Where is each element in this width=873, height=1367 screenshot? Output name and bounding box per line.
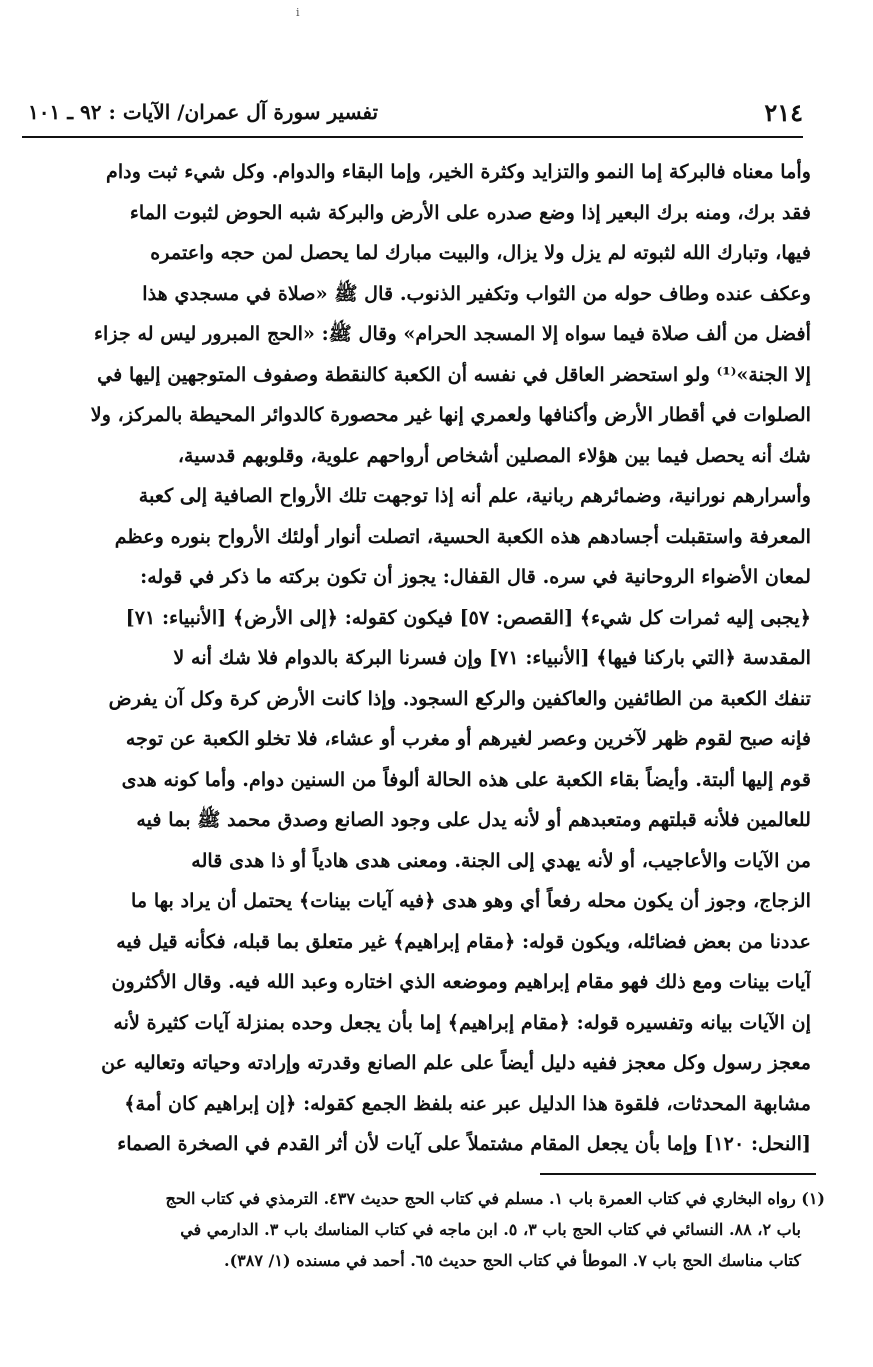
text-line: أفضل من ألف صلاة فيما سواه إلا المسجد الحرام» وقال ﷺ: «الحج المبرور ليس له جزاء bbox=[94, 322, 811, 345]
text-line: فقد برك، ومنه برك البعير إذا وضع صدره على الأرض والبركة شبه الحوض لثبوت الماء bbox=[129, 200, 811, 224]
text-line: قوم إليها ألبتة. وأيضاً بقاء الكعبة على هذه الحالة ألوفاً من السنين دوام. وأما كونه هدى bbox=[121, 767, 811, 791]
top-mark: ⅰ bbox=[296, 6, 300, 19]
text-line: وأسرارهم نورانية، وضمائرهم ربانية، علم أنه إذا توجهت تلك الأرواح الصافية إلى كعبة bbox=[138, 484, 811, 507]
text-line: من الآيات والأعاجيب، أو لأنه يهدي إلى الجنة. ومعنى هدى هادياً أو ذا هدى قاله bbox=[191, 848, 811, 872]
text-line: الصلوات في أقطار الأرض وأكنافها ولعمري إنها غير محصورة كالدوائر المحيطة بالمركز، ولا bbox=[90, 403, 811, 426]
text-line: مشابهة المحدثات، فلقوة هذا الدليل عبر عنه بلفظ الجمع كقوله: ﴿إن إبراهيم كان أمة﴾ bbox=[124, 1091, 811, 1115]
text-line: عددنا من بعض فضائله، ويكون قوله: ﴿مقام إبراهيم﴾ غير متعلق بما قبله، فكأنه قيل فيه bbox=[116, 929, 811, 953]
footnotes bbox=[50, 1183, 825, 1276]
footnote-separator bbox=[540, 1173, 816, 1175]
text-line: [النحل: ١٢٠] وإما بأن يجعل المقام مشتملاً على آيات لأن أثر القدم في الصخرة الصماء bbox=[117, 1132, 811, 1155]
text-line: وعكف عنده وطاف حوله من الثواب وتكفير الذنوب. قال ﷺ «صلاة في مسجدي هذا bbox=[142, 281, 811, 305]
footnote-line: باب ٢، ٨٨. النسائي في كتاب الحج باب ٣، ٥. ابن ماجه في كتاب المناسك باب ٣. الدارمي في bbox=[180, 1220, 801, 1239]
text-line: للعالمين فلأنه قبلتهم ومتعبدهم أو لأنه يدل على وجود الصانع وصدق محمد ﷺ بما فيه bbox=[136, 808, 811, 831]
footnote-line: (١) رواه البخاري في كتاب العمرة باب ١. مسلم في كتاب الحج حديث ٤٣٧. الترمذي في كتاب الحج bbox=[165, 1189, 825, 1208]
page-number: ٢١٤ bbox=[764, 98, 803, 127]
text-line: إلا الجنة»⁽¹⁾ ولو استحضر العاقل في نفسه أن الكعبة كالنقطة وصفوف المتوجهين إليها في bbox=[97, 362, 811, 386]
text-line: الزجاج، وجوز أن يكون محله رفعاً أي وهو هدى ﴿فيه آيات بينات﴾ يحتمل أن يراد بها ما bbox=[131, 889, 811, 912]
running-title: تفسير سورة آل عمران/ الآيات : ٩٢ ـ ١٠١ bbox=[28, 100, 379, 124]
text-line: المعرفة واستقبلت أجسادهم هذه الكعبة الحسية، اتصلت أنوار أولئك الأرواح بنوره وعظم bbox=[114, 524, 811, 548]
page-header bbox=[22, 96, 803, 138]
text-line: شك أنه يحصل فيما بين هؤلاء المصلين أشخاص أرواحهم علوية، وقلوبهم قدسية، bbox=[177, 443, 811, 467]
text-line: فإنه صبح لقوم ظهر لآخرين وعصر لغيرهم أو مغرب أو عشاء، فلا تخلو الكعبة عن توجه bbox=[125, 727, 811, 750]
text-line: إن الآيات بيانه وتفسيره قوله: ﴿مقام إبراهيم﴾ إما بأن يجعل وحده بمنزلة آيات كثيرة لأنه bbox=[113, 1010, 811, 1034]
text-line: معجز رسول وكل معجز ففيه دليل أيضاً على علم الصانع وقدرته وإرادته وحياته وتعاليه عن bbox=[101, 1051, 811, 1074]
text-line: تنفك الكعبة من الطائفين والعاكفين والركع السجود. وإذا كانت الأرض كرة وكل آن يفرض bbox=[108, 686, 811, 710]
text-line: فيها، وتبارك الله لثبوته لم يزل ولا يزال، والبيت مبارك لما يحصل لمن حجه واعتمره bbox=[150, 241, 811, 264]
text-line: المقدسة ﴿التي باركنا فيها﴾ [الأنبياء: ٧١] وإن فسرنا البركة بالدوام فلا شك أنه لا bbox=[173, 646, 811, 669]
footnote-line: كتاب مناسك الحج باب ٧. الموطأ في كتاب الحج حديث ٦٥. أحمد في مسنده (١/ ٣٨٧). bbox=[224, 1251, 801, 1270]
text-line: ﴿يجبى إليه ثمرات كل شيء﴾ [القصص: ٥٧] فيكون كقوله: ﴿إلى الأرض﴾ [الأنبياء: ٧١] bbox=[125, 605, 811, 629]
main-text bbox=[50, 152, 811, 1165]
text-line: آيات بينات ومع ذلك فهو مقام إبراهيم وموضعه الذي اختاره وعبد الله فيه. وقال الأكثرون bbox=[111, 970, 811, 993]
text-line: وأما معناه فالبركة إما النمو والتزايد وكثرة الخير، وإما البقاء والدوام. وكل شيء ثبت ودام bbox=[105, 160, 811, 183]
text-line: لمعان الأضواء الروحانية في سره. قال القفال: يجوز أن تكون بركته ما ذكر في قوله: bbox=[140, 565, 811, 588]
